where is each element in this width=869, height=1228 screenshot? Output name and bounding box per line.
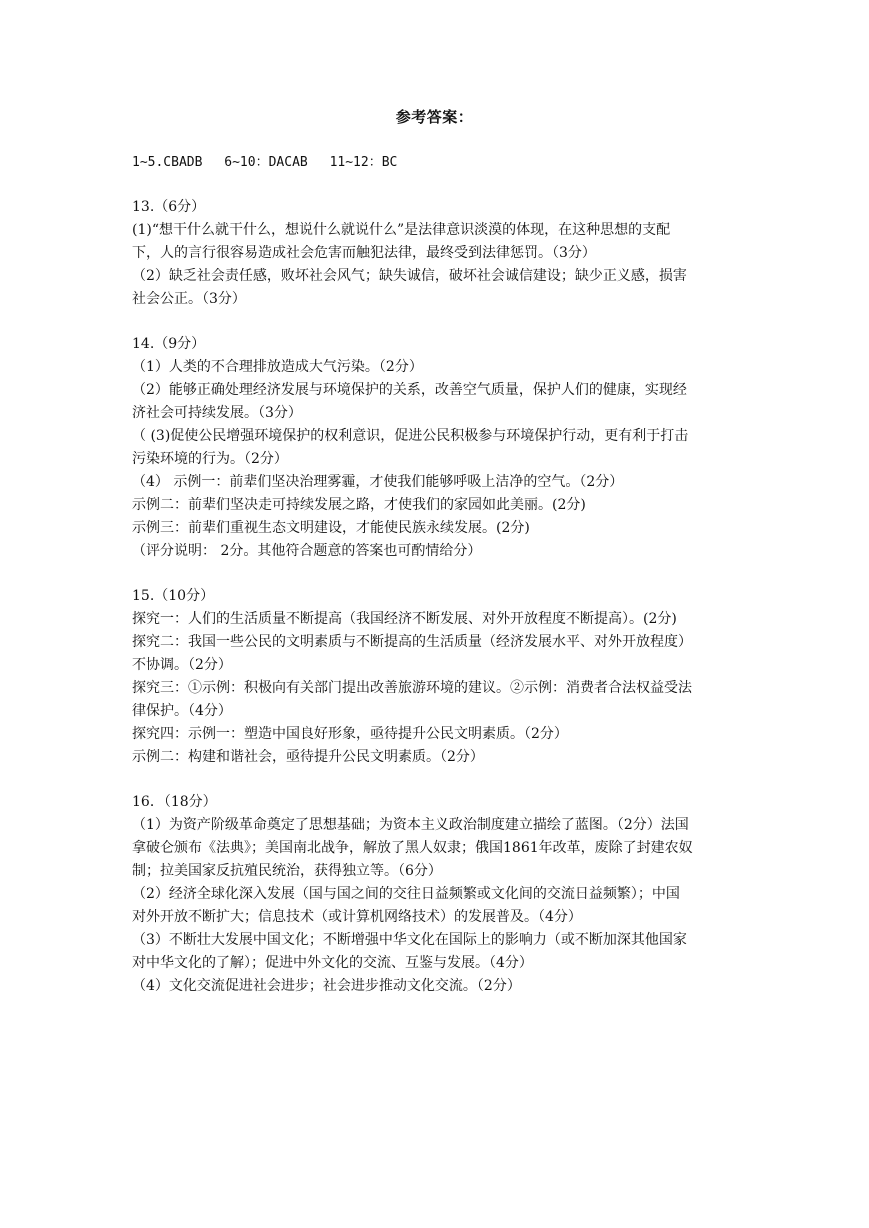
answer-line: 社会公正。（3分） xyxy=(132,291,246,307)
answer-line: 探究一：人们的生活质量不断提高（我国经济不断发展、对外开放程度不断提高）。(2分) xyxy=(132,611,677,627)
question-14-header: 14.（9分） xyxy=(132,336,206,352)
answer-line: （2）经济全球化深入发展（国与国之间的交往日益频繁或文化间的交流日益频繁）；中国 xyxy=(132,886,680,902)
question-16-block xyxy=(132,791,742,998)
answer-line: 不协调。（2分） xyxy=(132,657,232,673)
answer-line: （ (3)促使公民增强环境保护的权利意识，促进公民积极参与环境保护行动，更有利于打击 xyxy=(132,428,689,444)
question-16-header: 16．（18分） xyxy=(132,794,217,810)
answer-line: 对中华文化的了解）；促进中外文化的交流、互鉴与发展。（4分） xyxy=(132,955,533,971)
scoring-note: （评分说明： 2分。其他符合题意的答案也可酌情给分） xyxy=(132,543,482,559)
answer-line: 对外开放不断扩大；信息技术（或计算机网络技术）的发展普及。（4分） xyxy=(132,909,582,925)
choice-answer-1-5: 1~5.CBADB xyxy=(132,155,203,170)
question-14-block xyxy=(132,333,742,563)
question-15-block xyxy=(132,585,742,769)
answer-line: （4） 示例一：前辈们坚决治理雾霾，才使我们能够呼吸上洁净的空气。（2分） xyxy=(132,474,624,490)
answer-line: （4）文化交流促进社会进步；社会进步推动文化交流。（2分） xyxy=(132,978,521,994)
choice-answer-11-12: 11~12：BC xyxy=(329,155,398,170)
choice-answer-6-10: 6~10：DACAB xyxy=(224,155,308,170)
answer-line: （3）不断壮大发展中国文化；不断增强中华文化在国际上的影响力（或不断加深其他国家 xyxy=(132,932,687,948)
question-15-header: 15.（10分） xyxy=(132,588,215,604)
page-title: 参考答案： xyxy=(395,108,474,126)
answer-line: 律保护。（4分） xyxy=(132,703,232,719)
answer-line: （1）人类的不合理排放造成大气污染。（2分） xyxy=(132,359,423,375)
answer-line: 污染环境的行为。（2分） xyxy=(132,451,288,467)
answer-line: 下，人的言行很容易造成社会危害而触犯法律，最终受到法律惩罚。（3分） xyxy=(132,245,596,261)
answer-line: （1）为资产阶级革命奠定了思想基础；为资本主义政治制度建立描绘了蓝图。（2分）法国 xyxy=(132,817,689,833)
answer-line: 示例三：前辈们重视生态文明建设，才能使民族永续发展。(2分) xyxy=(132,520,530,536)
choice-answers xyxy=(132,151,742,174)
answer-line: 拿破仑颁布《法典》；美国南北战争，解放了黑人奴隶；俄国1861年改革，废除了封建农奴 xyxy=(132,840,693,856)
question-13-block xyxy=(132,196,742,311)
answer-line: 探究三：①示例：积极向有关部门提出改善旅游环境的建议。②示例：消费者合法权益受法 xyxy=(132,680,692,696)
answer-line: （2）能够正确处理经济发展与环境保护的关系，改善空气质量，保护人们的健康，实现经 xyxy=(132,382,687,398)
answer-line: 探究二：我国一些公民的文明素质与不断提高的生活质量（经济发展水平、对外开放程度） xyxy=(132,634,692,650)
answer-line: 示例二：前辈们坚决走可持续发展之路，才使我们的家园如此美丽。(2分) xyxy=(132,497,586,513)
answer-line: 探究四：示例一：塑造中国良好形象，亟待提升公民文明素质。（2分） xyxy=(132,726,568,742)
question-13-header: 13.（6分） xyxy=(132,199,206,215)
answer-line: 示例二：构建和谐社会，亟待提升公民文明素质。（2分） xyxy=(132,749,484,765)
answer-content xyxy=(132,151,742,998)
answer-line: (1)“想干什么就干什么，想说什么就说什么”是法律意识淡漠的体现，在这种思想的支配 xyxy=(132,222,671,238)
answer-line: 制；拉美国家反抗殖民统治，获得独立等。（6分） xyxy=(132,863,442,879)
answer-line: （2）缺乏社会责任感，败坏社会风气；缺失诚信，破坏社会诚信建设；缺少正义感，损害 xyxy=(132,268,687,284)
answer-line: 济社会可持续发展。（3分） xyxy=(132,405,302,421)
